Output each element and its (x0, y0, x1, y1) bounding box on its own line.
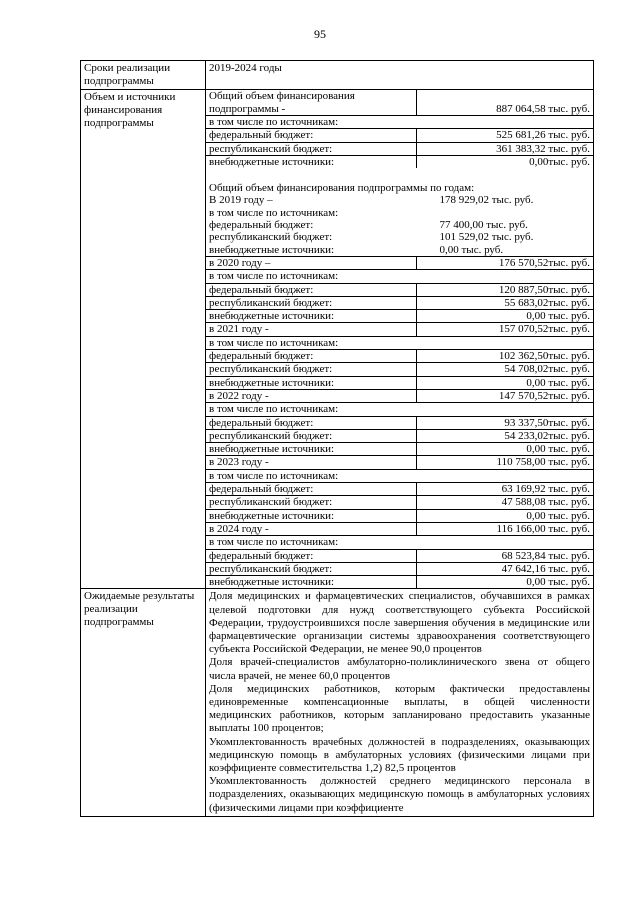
subprogram-passport-table (80, 60, 594, 817)
financing-row-label: внебюджетные источники: (209, 243, 335, 256)
financing-row-value: 68 523,84 тыс. руб. (417, 549, 594, 562)
row-timeline-value (206, 61, 594, 90)
financing-row-label: республиканский бюджет: (206, 562, 417, 575)
financing-summary-table (206, 90, 593, 168)
financing-row-value: 525 681,26 тыс. руб. (417, 129, 594, 142)
financing-row-label: в том числе по источникам: (206, 403, 593, 416)
financing-row-value: 47 642,16 тыс. руб. (417, 562, 594, 575)
financing-row (206, 389, 593, 402)
timeline-value: 2019-2024 годы (209, 62, 282, 74)
financing-row (206, 350, 593, 363)
financing-row-label: В 2019 году – (209, 194, 273, 207)
financing-row (206, 296, 593, 309)
financing-row (206, 283, 593, 296)
financing-row-value (400, 207, 594, 219)
financing-row (206, 469, 593, 482)
financing-row (206, 142, 593, 155)
financing-row (206, 429, 593, 442)
financing-row (206, 483, 593, 496)
financing-row (206, 576, 593, 589)
financing-row-label: федеральный бюджет: (209, 219, 314, 232)
financing-row (206, 443, 593, 456)
financing-row-label: в том числе по источникам: (206, 336, 593, 349)
financing-row-value: 0,00 тыс. руб. (417, 376, 594, 389)
financing-row (206, 256, 593, 269)
financing-row-label: республиканский бюджет: (206, 142, 417, 155)
financing-row-value: 101 529,02 тыс. руб. (439, 231, 534, 244)
financing-row-label: республиканский бюджет: (206, 429, 417, 442)
row-financing-label: Объем и источники финансирования подпрограммы (81, 90, 206, 589)
row-timeline (81, 61, 594, 90)
financing-row (206, 155, 593, 168)
financing-row-label: федеральный бюджет: (206, 129, 417, 142)
financing-row (206, 496, 593, 509)
financing-row-label: республиканский бюджет: (206, 363, 417, 376)
financing-row-label: в том числе по источникам: (206, 116, 593, 129)
row-financing (81, 90, 594, 589)
financing-row-label: внебюджетные источники: (206, 155, 417, 168)
financing-row-value: 93 337,50тыс. руб. (417, 416, 594, 429)
financing-row (206, 562, 593, 575)
financing-row (206, 323, 593, 336)
financing-row-value: 116 166,00 тыс. руб. (417, 522, 594, 535)
financing-row-label: республиканский бюджет: (209, 231, 333, 244)
financing-row-label: в том числе по источникам: (206, 270, 593, 283)
financing-row-label: внебюджетные источники: (206, 376, 417, 389)
financing-row-label: в 2024 году - (206, 522, 417, 535)
financing-row (206, 336, 593, 349)
financing-row-label: внебюджетные источники: (206, 509, 417, 522)
financing-row (206, 116, 593, 129)
financing-row (206, 522, 593, 535)
financing-row-label: федеральный бюджет: (206, 416, 417, 429)
financing-row-value: 54 233,02тыс. руб. (417, 429, 594, 442)
financing-row-value: 54 708,02тыс. руб. (417, 363, 594, 376)
financing-row-value: 120 887,50тыс. руб. (417, 283, 594, 296)
row-results-value (206, 589, 594, 816)
financing-row-label: федеральный бюджет: (206, 483, 417, 496)
financing-row-value: 63 169,92 тыс. руб. (417, 483, 594, 496)
financing-row (206, 270, 593, 283)
financing-row-label: в том числе по источникам: (206, 469, 593, 482)
financing-row (206, 194, 593, 206)
financing-row (206, 403, 593, 416)
financing-row-label: внебюджетные источники: (206, 310, 417, 323)
financing-row-label: в 2023 году - (206, 456, 417, 469)
financing-row (206, 244, 593, 256)
row-financing-value (206, 90, 594, 589)
financing-row (206, 207, 593, 219)
financing-row-value: 176 570,52тыс. руб. (417, 256, 594, 269)
result-paragraph: Доля врачей-специалистов амбулаторно-поликлинического звена от общего числа врачей, не менее 60,0 процентов (209, 656, 590, 682)
financing-row (206, 549, 593, 562)
financing-row-label: в 2021 году - (206, 323, 417, 336)
financing-row-label: в 2022 году - (206, 389, 417, 402)
financing-row (206, 129, 593, 142)
financing-row-label: в 2020 году – (206, 256, 417, 269)
financing-row (206, 219, 593, 231)
financing-row (206, 310, 593, 323)
financing-row-value: 0,00 тыс. руб. (439, 243, 504, 256)
financing-row-label: федеральный бюджет: (206, 549, 417, 562)
financing-row-label: в том числе по источникам: (209, 206, 339, 219)
financing-row-value: 102 362,50тыс. руб. (417, 350, 594, 363)
financing-row-value: 77 400,00 тыс. руб. (439, 219, 528, 232)
financing-row-label: республиканский бюджет: (206, 496, 417, 509)
financing-row-value: 887 064,58 тыс. руб. (417, 90, 594, 116)
financing-row-value: 361 383,32 тыс. руб. (417, 142, 594, 155)
row-results (81, 589, 594, 816)
financing-2019-table (206, 168, 593, 256)
financing-row-value: 55 683,02тыс. руб. (417, 296, 594, 309)
result-paragraph: Укомплектованность врачебных должностей в подразделениях, оказывающих медицинскую помощь в амбулаторных условиях (физическими лицами при коэффициенте совместительства 1,2) 82,5 процентов (209, 735, 590, 775)
financing-row-value: 0,00 тыс. руб. (417, 310, 594, 323)
financing-row-label: федеральный бюджет: (206, 350, 417, 363)
financing-row-label: в том числе по источникам: (206, 536, 593, 549)
financing-row-value: 47 588,08 тыс. руб. (417, 496, 594, 509)
financing-row (206, 363, 593, 376)
financing-row-value: 110 758,00 тыс. руб. (417, 456, 594, 469)
financing-row-label: республиканский бюджет: (206, 296, 417, 309)
financing-row (206, 376, 593, 389)
row-timeline-label: Сроки реализации подпрограммы (81, 61, 206, 90)
financing-row-label: внебюджетные источники: (206, 576, 417, 589)
result-paragraph: Доля медицинских работников, которым фактически предоставлены единовременные компенсационные выплаты, в общей численности медицинских работников, которым запланировано предоставить указанные выплаты 100 процентов; (209, 682, 590, 735)
financing-years-table (206, 256, 593, 588)
financing-row (206, 456, 593, 469)
result-paragraph: Доля медицинских и фармацевтических специалистов, обучавшихся в рамках целевой подготовки для нужд соответствующего субъекта Российской Федерации, трудоустроившихся после завершения обучения в медицинские или фармацевтические организации системы здравоохранения соответствующего субъекта Российской Федерации, не менее 90,0 процентов (209, 590, 590, 656)
financing-row-value: 147 570,52тыс. руб. (417, 389, 594, 402)
financing-row-label: федеральный бюджет: (206, 283, 417, 296)
financing-row (206, 536, 593, 549)
financing-row-value: 178 929,02 тыс. руб. (439, 194, 534, 207)
financing-row-value: 0,00тыс. руб. (529, 155, 590, 168)
financing-row-label: Общий объем финансирования подпрограммы - (206, 90, 417, 116)
financing-row-value: 0,00 тыс. руб. (417, 509, 594, 522)
financing-row-value: 0,00 тыс. руб. (417, 443, 594, 456)
financing-row (206, 90, 593, 116)
page-number: 95 (314, 27, 326, 41)
financing-row-label: внебюджетные источники: (206, 443, 417, 456)
financing-row-value: 0,00 тыс. руб. (526, 576, 590, 589)
financing-row (206, 416, 593, 429)
financing-row-value: 157 070,52тыс. руб. (417, 323, 594, 336)
financing-row (206, 509, 593, 522)
row-results-label: Ожидаемые результаты реализации подпрограммы (81, 589, 206, 816)
by-year-title: Общий объем финансирования подпрограммы по годам: (209, 182, 475, 195)
result-paragraph: Укомплектованность должностей среднего медицинского персонала в подразделениях, оказывающих медицинскую помощь в амбулаторных условиях (физическими лицами при коэффициенте (209, 775, 590, 814)
financing-row (206, 231, 593, 243)
